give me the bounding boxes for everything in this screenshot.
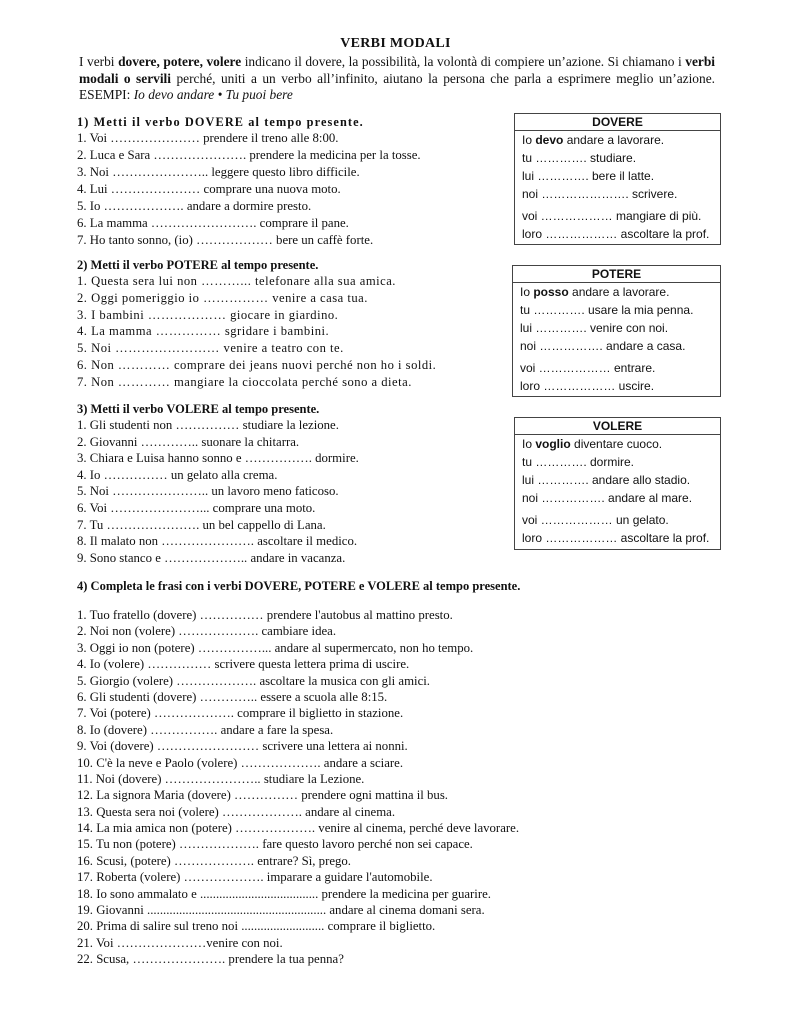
section-2-heading: 2) Metti il verbo POTERE al tempo presente. (77, 258, 319, 272)
section-4-list (77, 607, 519, 968)
exercise-item: 9. Sono stanco e ……………….. andare in vacanza. (77, 550, 346, 565)
exercise-item: 5. Io ………………. andare a dormire presto. (77, 199, 312, 213)
box-row: voi ……………… un gelato. (522, 513, 669, 527)
box-row: loro ……………… ascoltare la prof. (522, 227, 710, 241)
row-verb: voglio (535, 437, 571, 451)
row-pre: Io (522, 437, 536, 451)
exercise-item: 16. Scusi, (potere) ………………. entrare? Sì, prego. (77, 853, 352, 868)
box-row (513, 283, 720, 301)
box-row: lui …………. venire con noi. (520, 321, 669, 335)
exercise-item: 7. Ho tanto sonno, (io) ……………… bere un caffè forte. (77, 233, 374, 247)
box-row: lui …………. bere il latte. (522, 169, 655, 183)
box-row: tu …………. dormire. (522, 455, 635, 469)
row-verb: posso (533, 285, 569, 299)
row-verb: devo (535, 133, 564, 147)
exercise-item: 3. Chiara e Luisa hanno sonno e ……………. dormire. (77, 451, 359, 466)
exercise-item: 7. Non ………… mangiare la cioccolata perché sono a dieta. (77, 374, 412, 389)
row-pre: Io (520, 285, 534, 299)
row-post: diventare cuoco. (570, 437, 663, 451)
exercise-item: 11. Noi (dovere) ………………….. studiare la Lezione. (77, 771, 365, 786)
exercise-item: 10. C'è la neve e Paolo (volere) ………………. andare a sciare. (77, 755, 404, 770)
exercise-item: 12. La signora Maria (dovere) …………… prendere ogni mattina il bus. (77, 788, 449, 803)
box-row: loro ……………… ascoltare la prof. (522, 531, 710, 545)
intro-examples: Io devo andare • Tu puoi bere (133, 87, 293, 102)
section-1-heading: 1) Metti il verbo DOVERE al tempo presente. (77, 115, 364, 129)
exercise-item: 7. Tu …………………. un bel cappello di Lana. (77, 517, 326, 532)
box-row: loro ……………… uscire. (520, 379, 655, 393)
exercise-item: 7. Voi (potere) ………………. comprare il biglietto in stazione. (77, 706, 404, 721)
exercise-item: 5. Giorgio (volere) ………………. ascoltare la musica con gli amici. (77, 673, 431, 688)
exercise-item: 4. Lui ………………… comprare una nuova moto. (77, 182, 341, 196)
page-title: VERBI MODALI (340, 36, 451, 51)
exercise-item: 5. Noi …………………… venire a teatro con te. (77, 341, 344, 356)
intro-bold-2: verbi modali o servili (79, 54, 715, 86)
exercise-item: 17. Roberta (volere) ………………. imparare a guidare l'automobile. (77, 870, 433, 885)
exercise-item: 19. Giovanni ........................................................ andare al cinema domani sera. (77, 903, 485, 918)
exercise-item: 8. Io (dovere) ……………. andare a fare la spesa. (77, 722, 334, 737)
exercise-item: 3. Oggi io non (potere) ……………... andare al supermercato, non ho tempo. (77, 640, 474, 655)
exercise-item: 2. Noi non (volere) ………………. cambiare idea. (77, 624, 337, 639)
exercise-item: 1. Questa sera lui non ………... telefonare alla sua amica. (77, 274, 396, 288)
exercise-item: 6. La mamma ……………………. comprare il pane. (77, 216, 349, 230)
exercise-item: 6. Voi …………………... comprare una moto. (77, 500, 316, 515)
section-1-list (77, 130, 421, 249)
exercise-item: 22. Scusa, …………………. prendere la tua penna? (77, 952, 344, 967)
exercise-item: 1. Voi ………………… prendere il treno alle 8:00. (77, 131, 339, 145)
conjugation-box-dovere (514, 113, 721, 245)
exercise-item: 4. Io …………… un gelato alla crema. (77, 467, 278, 482)
row-pre: Io (522, 133, 536, 147)
exercise-item: 9. Voi (dovere) …………………… scrivere una lettera ai nonni. (77, 739, 408, 754)
conjugation-box-volere (514, 417, 721, 550)
exercise-item: 21. Voi …………………venire con noi. (77, 935, 283, 950)
row-post: andare a lavorare. (568, 285, 670, 299)
exercise-item: 3. I bambini ……………… giocare in giardino. (77, 307, 339, 322)
exercise-item: 20. Prima di salire sul treno noi .......................... comprare il biglietto. (77, 919, 436, 934)
section-3-list (77, 417, 359, 566)
box-row: noi ……………. andare al mare. (522, 491, 693, 505)
exercise-item: 4. Io (volere) …………… scrivere questa lettera prima di uscire. (77, 657, 410, 672)
box-row: noi …………………. scrivere. (522, 187, 678, 201)
exercise-item: 4. La mamma …………… sgridare i bambini. (77, 324, 330, 339)
box-row: lui …………. andare allo stadio. (522, 473, 691, 487)
exercise-item: 13. Questa sera noi (volere) ………………. andare al cinema. (77, 804, 396, 819)
intro-text-3: perché, uniti a un verbo all’infinito, aiutano la persona che parla a esprimere meglio un’azione. ESEMPI: (79, 70, 715, 102)
box-title: POTERE (513, 266, 720, 283)
box-title: DOVERE (515, 114, 720, 131)
conjugation-box-potere (512, 265, 721, 397)
box-row (515, 435, 720, 453)
section-3-heading: 3) Metti il verbo VOLERE al tempo presente. (77, 402, 320, 416)
intro-text-2: indicano il dovere, la possibilità, la volontà di compiere un’azione. Si chiamano i (241, 54, 686, 69)
exercise-item: 2. Giovanni ………….. suonare la chitarra. (77, 434, 300, 449)
exercise-item: 6. Gli studenti (dovere) ………….. essere a scuola alle 8:15. (77, 689, 388, 704)
exercise-item: 18. Io sono ammalato e ..................................... prendere la medicina per guarire. (77, 886, 491, 901)
box-row: tu …………. studiare. (522, 151, 637, 165)
exercise-item: 1. Tuo fratello (dovere) …………… prendere l'autobus al mattino presto. (77, 608, 453, 622)
exercise-item: 8. Il malato non …………………. ascoltare il medico. (77, 534, 358, 549)
section-4-heading: 4) Completa le frasi con i verbi DOVERE, POTERE e VOLERE al tempo presente. (77, 579, 521, 593)
exercise-item: 15. Tu non (potere) ………………. fare questo lavoro perché non sei capace. (77, 837, 473, 852)
exercise-item: 14. La mia amica non (potere) ………………. venire al cinema, perché deve lavorare. (77, 821, 520, 836)
exercise-item: 2. Luca e Sara …………………. prendere la medicina per la tosse. (77, 148, 421, 162)
box-row: voi ……………… mangiare di più. (522, 209, 702, 223)
box-row (515, 131, 720, 149)
exercise-item: 6. Non ………… comprare dei jeans nuovi perché non ho i soldi. (77, 357, 437, 372)
intro-paragraph (79, 54, 715, 104)
exercise-item: 3. Noi ………………….. leggere questo libro difficile. (77, 165, 360, 179)
box-row: noi ……………. andare a casa. (520, 339, 686, 353)
box-row: voi ……………… entrare. (520, 361, 656, 375)
exercise-item: 2. Oggi pomeriggio io …………… venire a casa tua. (77, 290, 368, 305)
box-title: VOLERE (515, 418, 720, 435)
exercise-item: 5. Noi ………………….. un lavoro meno faticoso. (77, 484, 339, 499)
exercise-item: 1. Gli studenti non …………… studiare la lezione. (77, 418, 339, 432)
row-post: andare a lavorare. (563, 133, 665, 147)
section-2-list (77, 273, 436, 391)
intro-text-1: I verbi (79, 54, 119, 69)
box-row: tu …………. usare la mia penna. (520, 303, 694, 317)
intro-bold-1: dovere, potere, volere (118, 54, 242, 69)
